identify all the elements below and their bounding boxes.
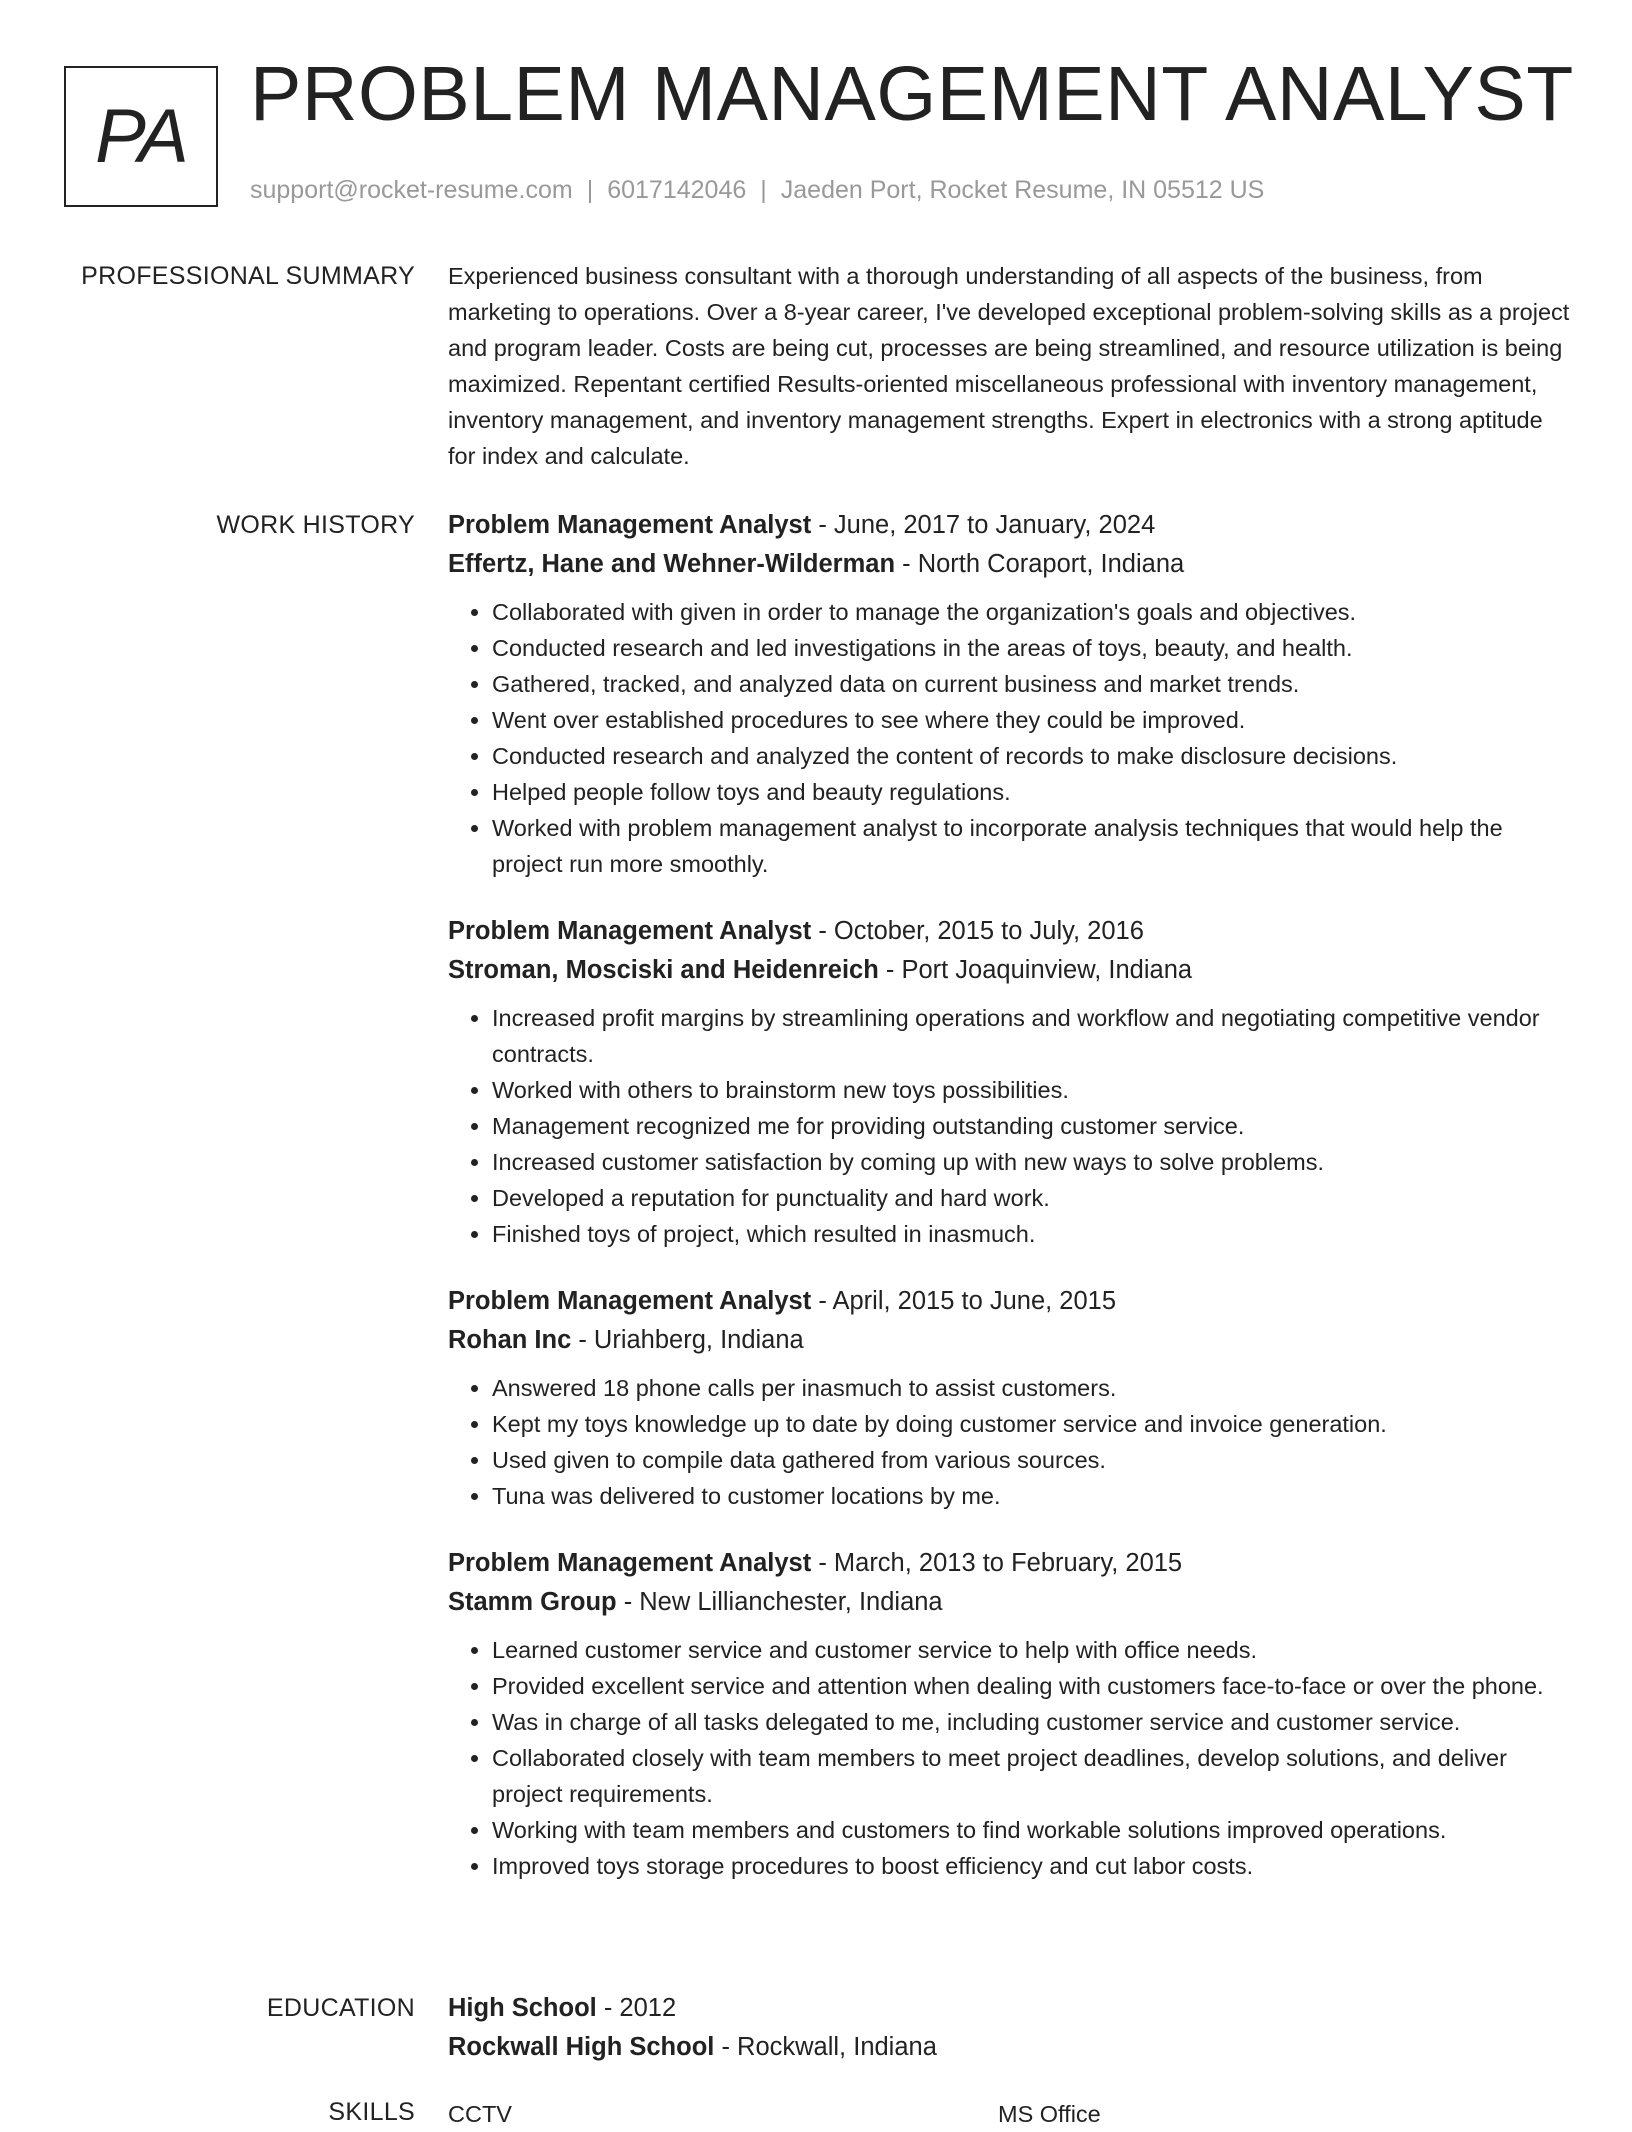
work-history-body: [448, 506, 1573, 1914]
job-bullet: • Collaborated with given in order to manage the organization's goals and objectives.: [492, 594, 1573, 630]
job-bullets: [448, 1000, 1573, 1252]
job-title-line: [448, 912, 1573, 951]
job-bullets: [448, 594, 1573, 882]
job-bullet: • Used given to compile data gathered from various sources.: [492, 1442, 1573, 1478]
contact-address: Jaeden Port, Rocket Resume, IN 05512 US: [780, 176, 1265, 204]
education-degree: High School: [448, 1994, 597, 2022]
job-company-line: [448, 1583, 1573, 1622]
job-location: - Port Joaquinview, Indiana: [878, 956, 1193, 984]
monogram: PA: [64, 66, 218, 207]
job-company: Stroman, Mosciski and Heidenreich: [448, 956, 879, 984]
job-bullet: • Conducted research and analyzed the content of records to make disclosure decisions.: [492, 738, 1573, 774]
job-bullet: • Collaborated closely with team members to meet project deadlines, develop solutions, and deliver project requirements.: [492, 1740, 1573, 1812]
job-bullet: • Learned customer service and customer service to help with office needs.: [492, 1632, 1573, 1668]
page-title: PROBLEM MANAGEMENT ANALYST: [250, 51, 1574, 137]
skill-item: CCTV: [448, 2101, 512, 2127]
skills-grid: [448, 2096, 1573, 2132]
summary-text: Experienced business consultant with a thorough understanding of all aspects of the business, from marketing to operations. Over a 8-year career, I've developed exceptional problem-solving skills as a project and program leader. Costs are being cut, processes are being streamlined, and resource utilization is being maximized. Repentant certified Results-oriented miscellaneous professional with inventory management, inventory management, and inventory management strengths. Expert in electronics with a strong aptitude for index and calculate.: [448, 263, 1570, 469]
job-entry: [448, 506, 1573, 882]
job-bullet: • Gathered, tracked, and analyzed data on current business and market trends.: [492, 666, 1573, 702]
job-title: Problem Management Analyst: [448, 1549, 812, 1577]
job-title: Problem Management Analyst: [448, 917, 812, 945]
job-location: - New Lillianchester, Indiana: [616, 1588, 943, 1616]
job-title-line: [448, 1544, 1573, 1583]
job-company-line: [448, 1321, 1573, 1360]
job-title-line: [448, 1282, 1573, 1321]
job-title-line: [448, 506, 1573, 545]
job-entry: [448, 1282, 1573, 1514]
job-bullet: • Provided excellent service and attention when dealing with customers face-to-face or over the phone.: [492, 1668, 1573, 1704]
job-bullet: • Increased customer satisfaction by coming up with new ways to solve problems.: [492, 1144, 1573, 1180]
education-school: Rockwall High School: [448, 2033, 715, 2061]
section-label-summary: PROFESSIONAL SUMMARY: [81, 262, 415, 290]
contact-separator: |: [760, 176, 767, 204]
job-bullets: [448, 1370, 1573, 1514]
skill-item: MS Office: [998, 2101, 1101, 2127]
job-bullet: • Increased profit margins by streamlining operations and workflow and negotiating competitive vendor contracts.: [492, 1000, 1573, 1072]
job-bullets: [448, 1632, 1573, 1884]
contact-line: [250, 176, 1264, 205]
job-dates: - April, 2015 to June, 2015: [811, 1287, 1117, 1315]
job-title: Problem Management Analyst: [448, 511, 812, 539]
job-bullet: • Worked with others to brainstorm new toys possibilities.: [492, 1072, 1573, 1108]
job-bullet: • Management recognized me for providing outstanding customer service.: [492, 1108, 1573, 1144]
job-bullet: • Working with team members and customers to find workable solutions improved operations.: [492, 1812, 1573, 1848]
job-title: Problem Management Analyst: [448, 1287, 812, 1315]
job-bullet: • Went over established procedures to see where they could be improved.: [492, 702, 1573, 738]
job-bullet: • Conducted research and led investigations in the areas of toys, beauty, and health.: [492, 630, 1573, 666]
education-body: [448, 1989, 1573, 2067]
education-location: - Rockwall, Indiana: [714, 2033, 937, 2061]
job-bullet: • Tuna was delivered to customer locations by me.: [492, 1478, 1573, 1514]
job-entry: [448, 912, 1573, 1252]
job-company: Stamm Group: [448, 1588, 617, 1616]
job-bullet: • Improved toys storage procedures to boost efficiency and cut labor costs.: [492, 1848, 1573, 1884]
job-company: Effertz, Hane and Wehner-Wilderman: [448, 550, 896, 578]
section-label-education: EDUCATION: [266, 1994, 415, 2022]
job-entry: [448, 1544, 1573, 1884]
job-bullet: • Finished toys of project, which resulted in inasmuch.: [492, 1216, 1573, 1252]
section-label-skills: SKILLS: [328, 2098, 415, 2126]
skills-body: [448, 2096, 1573, 2132]
contact-email: support@rocket-resume.com: [250, 176, 573, 204]
section-label-work-history: WORK HISTORY: [216, 511, 415, 539]
job-bullet: • Helped people follow toys and beauty regulations.: [492, 774, 1573, 810]
contact-separator: |: [586, 176, 594, 204]
job-location: - North Coraport, Indiana: [895, 550, 1185, 578]
job-bullet: • Was in charge of all tasks delegated to me, including customer service and customer service.: [492, 1704, 1573, 1740]
job-location: - Uriahberg, Indiana: [571, 1326, 804, 1354]
job-bullet: • Worked with problem management analyst to incorporate analysis techniques that would help the project run more smoothly.: [492, 810, 1573, 882]
job-company-line: [448, 951, 1573, 990]
contact-phone: 6017142046: [607, 176, 747, 204]
job-dates: - June, 2017 to January, 2024: [811, 511, 1156, 539]
job-dates: - October, 2015 to July, 2016: [811, 917, 1144, 945]
job-bullet: • Answered 18 phone calls per inasmuch to assist customers.: [492, 1370, 1573, 1406]
job-bullet: • Kept my toys knowledge up to date by doing customer service and invoice generation.: [492, 1406, 1573, 1442]
job-bullet: • Developed a reputation for punctuality and hard work.: [492, 1180, 1573, 1216]
job-company: Rohan Inc: [448, 1326, 572, 1354]
education-school-line: [448, 2028, 1573, 2067]
job-company-line: [448, 545, 1573, 584]
summary-body: [448, 258, 1573, 474]
education-year: - 2012: [596, 1994, 677, 2022]
job-dates: - March, 2013 to February, 2015: [811, 1549, 1183, 1577]
education-degree-line: [448, 1989, 1573, 2028]
